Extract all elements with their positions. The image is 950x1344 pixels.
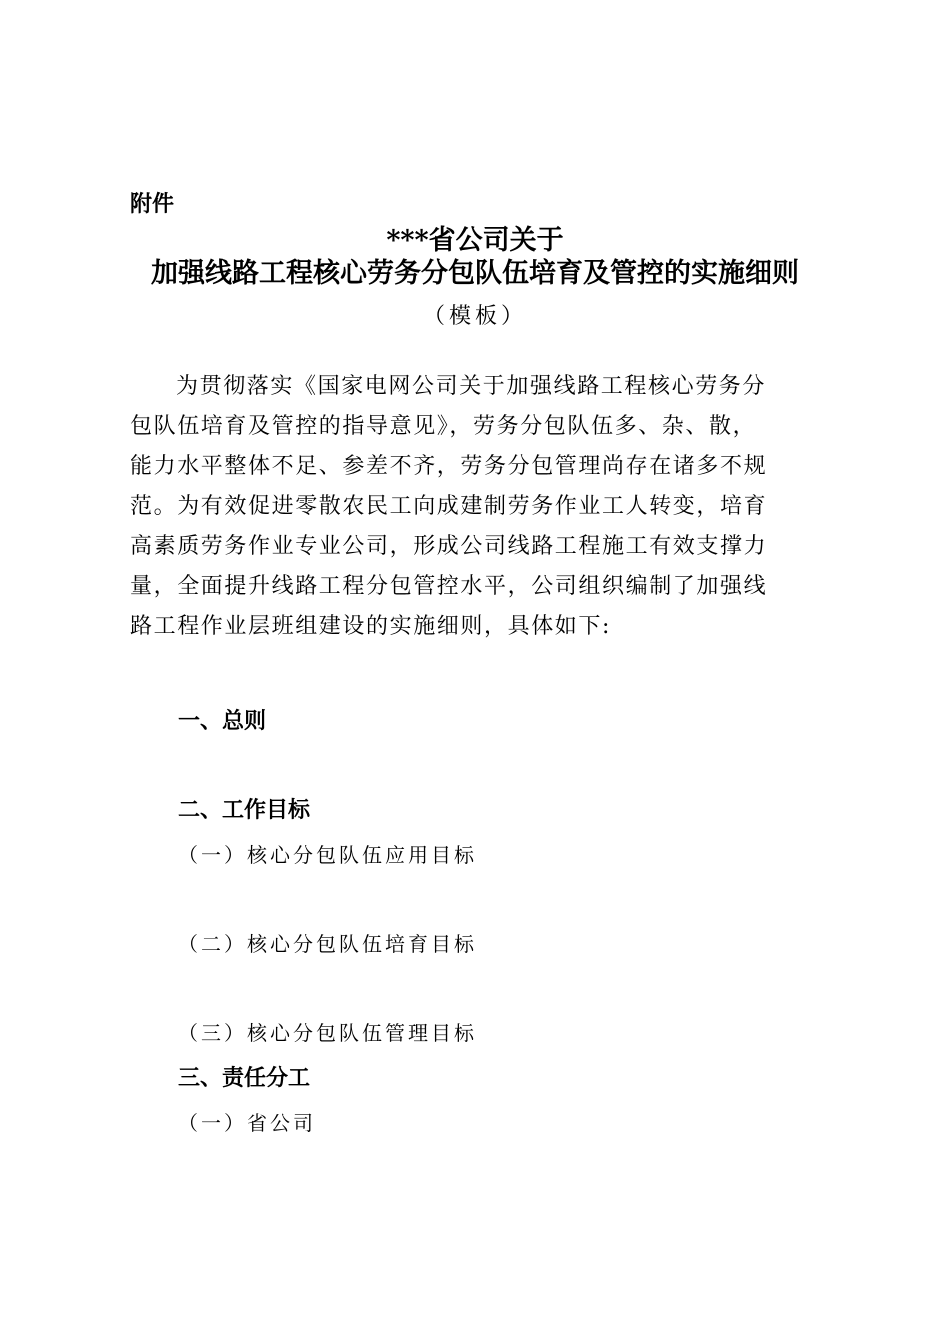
section-heading-responsibilities: 三、责任分工 <box>178 1066 311 1091</box>
document-title-line-1: ***省公司关于 <box>386 225 564 256</box>
goal-item-cultivation: （二）核心分包队伍培育目标 <box>178 932 477 956</box>
document-title-line-2: 加强线路工程核心劳务分包队伍培育及管控的实施细则 <box>151 258 799 289</box>
intro-line: 量，全面提升线路工程分包管控水平，公司组织编制了加强线 <box>130 574 768 599</box>
goal-item-management: （三）核心分包队伍管理目标 <box>178 1021 477 1045</box>
intro-line: 范。为有效促进零散农民工向成建制劳务作业工人转变，培育 <box>130 494 768 519</box>
section-heading-goals: 二、工作目标 <box>178 798 311 823</box>
goal-item-application: （一）核心分包队伍应用目标 <box>178 843 477 867</box>
intro-line: 为贯彻落实《国家电网公司关于加强线路工程核心劳务分 <box>176 374 767 399</box>
attachment-label: 附件 <box>130 192 175 217</box>
intro-line: 路工程作业层班组建设的实施细则，具体如下: <box>130 614 612 639</box>
intro-line: 包队伍培育及管控的指导意见》，劳务分包队伍多、杂、散， <box>130 414 757 439</box>
document-subtitle: （模板） <box>422 304 527 329</box>
intro-line: 高素质劳务作业专业公司，形成公司线路工程施工有效支撑力 <box>130 534 768 559</box>
section-heading-general: 一、总则 <box>178 709 267 734</box>
intro-line: 能力水平整体不足、参差不齐，劳务分包管理尚存在诸多不规 <box>130 454 768 479</box>
responsibility-item-provincial-company: （一）省公司 <box>178 1111 316 1135</box>
intro-paragraph <box>130 367 822 647</box>
